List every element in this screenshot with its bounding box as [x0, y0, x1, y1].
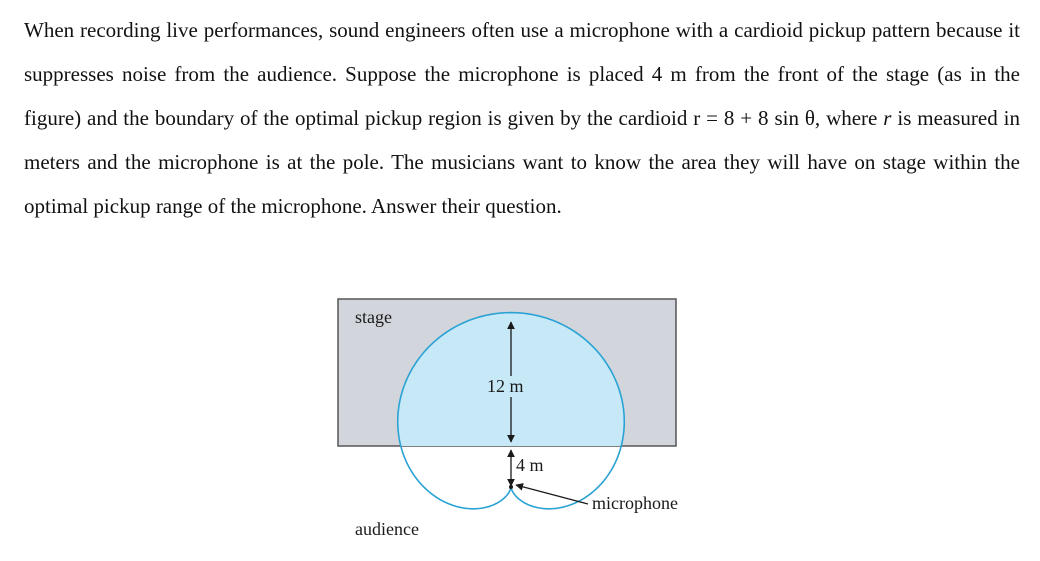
microphone-pole [509, 485, 513, 489]
stage-label: stage [355, 307, 392, 327]
problem-text-intro: When recording live performances, sound engineers often use a microphone with a cardioid pickup pattern because it suppresses noise from the audience. Suppose the microphone is placed 4 m from the front of the stage (as in the figure) and the boundary of the optimal pickup region is given by the cardioid [24, 18, 1020, 130]
dimension-label-12m: 12 m [487, 376, 524, 396]
microphone-label: microphone [592, 493, 678, 513]
problem-text-where: , where [814, 106, 884, 130]
problem-text-question: is measured in meters and the microphone is at the pole. The musicians want to know the area they will have on stage within the optimal pickup range of the microphone. Answer their question. [24, 106, 1020, 218]
variable-r: r [883, 106, 892, 130]
microphone-pointer [516, 485, 588, 504]
problem-statement [24, 8, 1020, 228]
dimension-label-4m: 4 m [516, 455, 544, 475]
cardioid-equation: r = 8 + 8 sin θ [693, 106, 815, 130]
audience-label: audience [355, 519, 419, 539]
cardioid-figure [300, 285, 760, 555]
